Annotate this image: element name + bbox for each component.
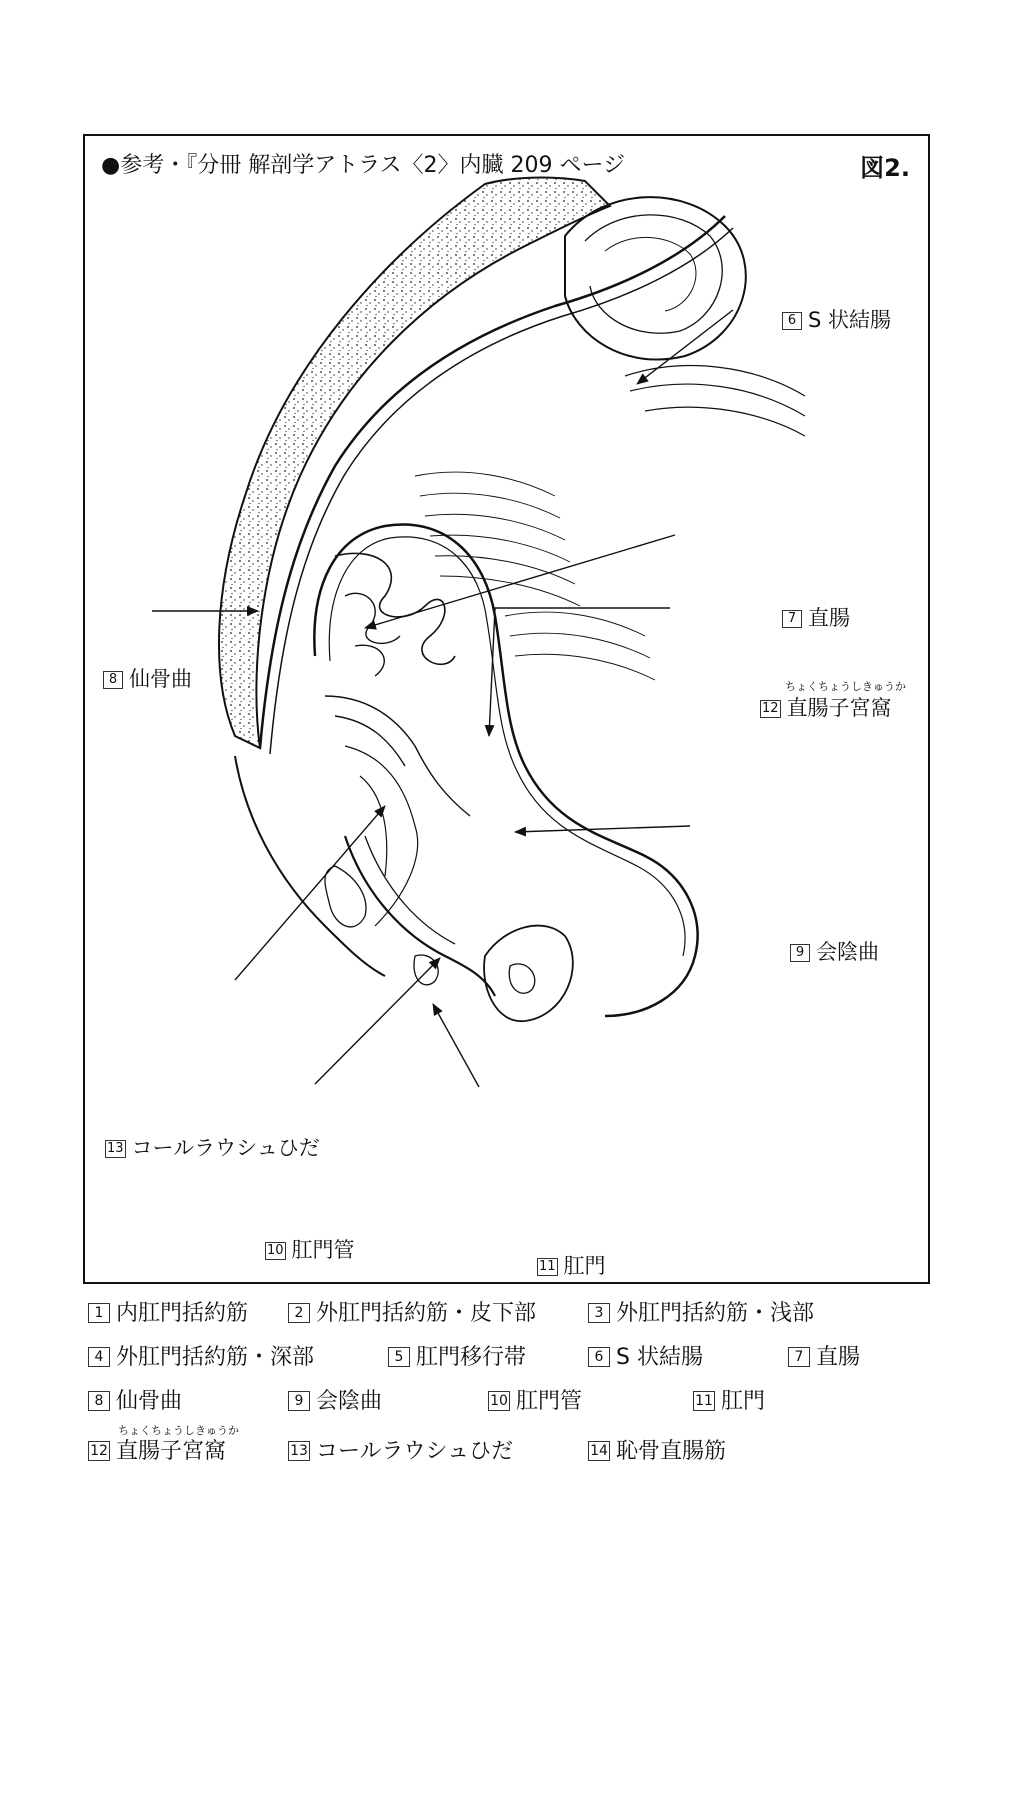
legend-item: 10 肛門管	[488, 1384, 582, 1415]
figure-frame	[83, 134, 930, 1284]
figure-number: 図2.	[860, 154, 910, 182]
label-sigmoid-colon: 6 S 状結腸	[782, 304, 891, 334]
leader-10	[315, 958, 440, 1084]
leader-7	[365, 535, 675, 628]
leader-6	[637, 310, 733, 384]
legend	[88, 1290, 948, 1478]
sigmoid-colon-shape	[565, 197, 746, 359]
leader-9	[515, 826, 690, 832]
reference-caption: ●参考・『分冊 解剖学アトラス〈2〉内臓 209 ページ	[101, 153, 626, 178]
rectal-folds	[335, 553, 455, 664]
label-rectum: 7 直腸	[782, 602, 850, 632]
label-rectouterine-pouch: 12 直腸子宮窩	[762, 696, 892, 720]
legend-item: 1 内肛門括約筋	[88, 1296, 248, 1327]
label-rectouterine-pouch-ruby: ちょくちょうしきゅうか	[785, 680, 906, 693]
rectum-wall	[314, 524, 697, 1016]
muscle-striations	[415, 472, 580, 606]
legend-item: 8 仙骨曲	[88, 1384, 182, 1415]
leader-11	[433, 1004, 479, 1087]
legend-item: 3 外肛門括約筋・浅部	[588, 1296, 814, 1327]
anal-canal	[345, 836, 495, 996]
label-anus: 11 肛門	[539, 1254, 606, 1278]
legend-row	[88, 1422, 948, 1478]
legend-row	[88, 1334, 948, 1378]
legend-item: 7 直腸	[788, 1340, 860, 1371]
label-perineal-flexure: 9 会陰曲	[790, 936, 879, 966]
label-anal-canal: 10 肛門管	[267, 1238, 355, 1262]
leader-12	[489, 608, 670, 736]
label-sacral-flexure: 8 仙骨曲	[103, 663, 192, 693]
legend-item: 4 外肛門括約筋・深部	[88, 1340, 314, 1371]
legend-item: 6 S 状結腸	[588, 1340, 703, 1371]
legend-item: 9 会陰曲	[288, 1384, 382, 1415]
perineal-body	[484, 926, 573, 1022]
sacrum-shape	[219, 178, 610, 748]
legend-item: 5 肛門移行帯	[388, 1340, 526, 1371]
legend-item: 2 外肛門括約筋・皮下部	[288, 1296, 536, 1327]
label-kohlrausch-fold: 13 コールラウシュひだ	[107, 1136, 320, 1160]
legend-item: 11 肛門	[693, 1384, 765, 1415]
legend-row	[88, 1378, 948, 1422]
legend-item: 14 恥骨直腸筋	[588, 1434, 726, 1465]
legend-row	[88, 1290, 948, 1334]
legend-item: 13 コールラウシュひだ	[288, 1434, 513, 1465]
legend-ruby: ちょくちょうしきゅうか	[118, 1424, 239, 1437]
legend-item: 12 直腸子宮窩	[88, 1434, 226, 1465]
